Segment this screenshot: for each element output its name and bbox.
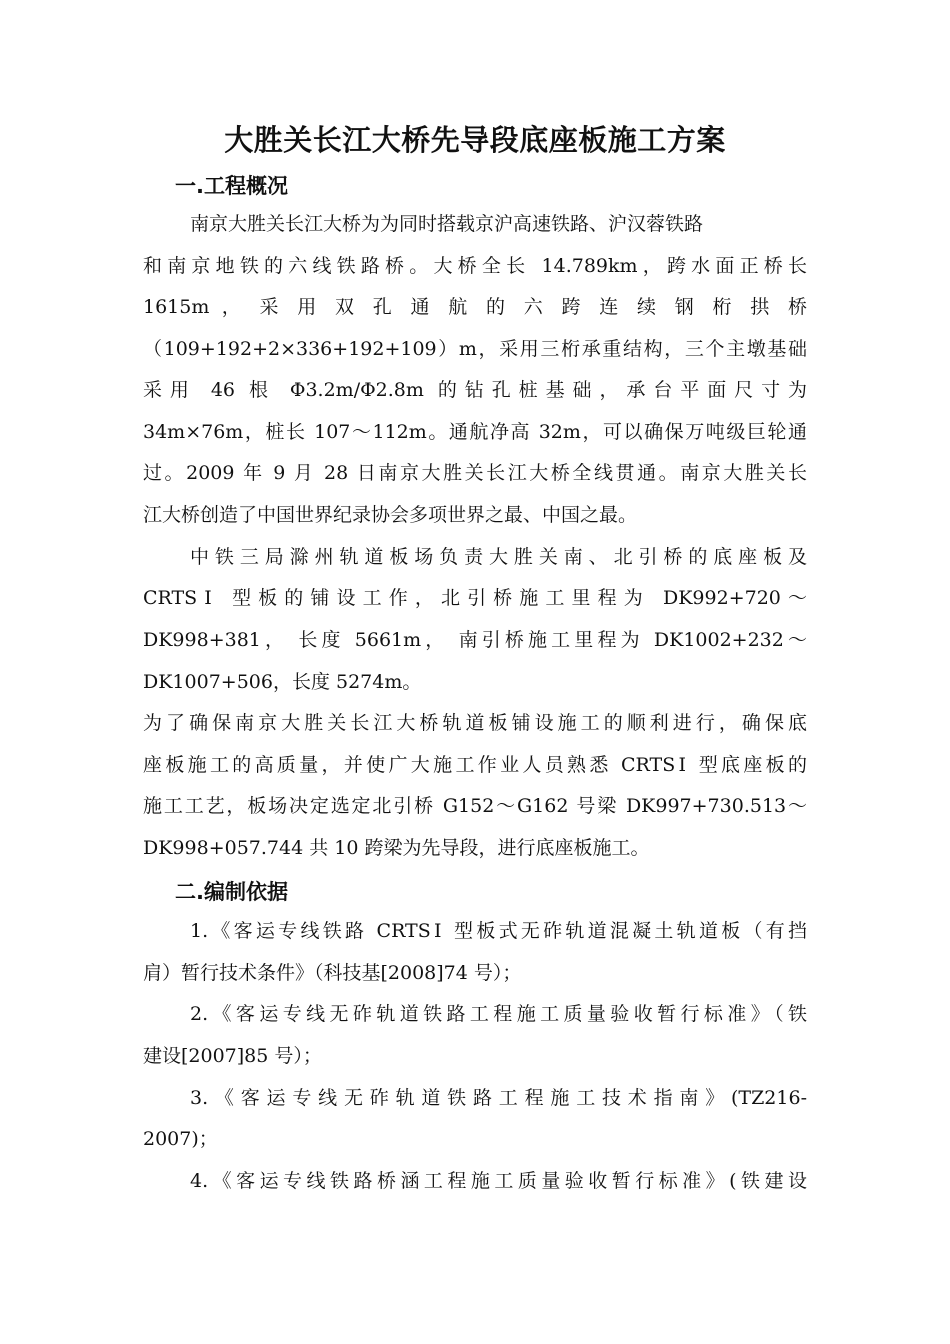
paragraph-line: DK998+381， 长度 5661m， 南引桥施工里程为 DK1002+232～ bbox=[143, 629, 807, 651]
paragraph-line: 34m×76m，桩长 107～112m。通航净高 32m，可以确保万吨级巨轮通 bbox=[143, 421, 807, 443]
paragraph-line: 为了确保南京大胜关长江大桥轨道板铺设施工的顺利进行，确保底 bbox=[143, 712, 807, 734]
reference-item: 2.《客运专线无砟轨道铁路工程施工质量验收暂行标准》（铁 bbox=[190, 1003, 807, 1025]
paragraph-line: CRTSⅠ 型板的铺设工作，北引桥施工里程为 DK992+720～ bbox=[143, 587, 807, 609]
paragraph-line: 采用 46 根 Φ3.2m/Φ2.8m 的钻孔桩基础，承台平面尺寸为 bbox=[143, 379, 807, 401]
paragraph-line: 座板施工的高质量，并使广大施工作业人员熟悉 CRTSⅠ 型底座板的 bbox=[143, 754, 807, 776]
paragraph-line: DK1007+506，长度 5274m。 bbox=[143, 671, 422, 693]
paragraph-line: 南京大胜关长江大桥为为同时搭载京沪高速铁路、沪汉蓉铁路 bbox=[190, 213, 704, 235]
section-heading-overview: 一.工程概况 bbox=[175, 174, 288, 198]
paragraph-line: 施工工艺，板场决定选定北引桥 G152～G162 号梁 DK997+730.513～ bbox=[143, 795, 807, 817]
reference-item-continuation: 建设[2007]85 号）； bbox=[143, 1045, 322, 1067]
section-heading-basis: 二.编制依据 bbox=[175, 880, 288, 904]
reference-item: 4.《客运专线铁路桥涵工程施工质量验收暂行标准》(铁建设 bbox=[190, 1170, 807, 1192]
paragraph-line: DK998+057.744 共 10 跨梁为先导段，进行底座板施工。 bbox=[143, 837, 650, 859]
document-title: 大胜关长江大桥先导段底座板施工方案 bbox=[224, 123, 726, 157]
paragraph-line: 中铁三局滁州轨道板场负责大胜关南、北引桥的底座板及 bbox=[190, 546, 807, 568]
reference-item-continuation: 2007)； bbox=[143, 1128, 218, 1150]
paragraph-line: 过。2009 年 9 月 28 日南京大胜关长江大桥全线贯通。南京大胜关长 bbox=[143, 462, 807, 484]
reference-item: 3.《客运专线无砟轨道铁路工程施工技术指南》(TZ216- bbox=[190, 1087, 807, 1109]
reference-item-continuation: 肩）暂行技术条件》（科技基[2008]74 号）； bbox=[143, 962, 522, 984]
paragraph-line: （109+192+2×336+192+109）m，采用三桁承重结构，三个主墩基础 bbox=[143, 338, 807, 360]
reference-item: 1.《客运专线铁路 CRTSⅠ 型板式无砟轨道混凝土轨道板（有挡 bbox=[190, 920, 807, 942]
paragraph-line: 1615m ， 采 用 双 孔 通 航 的 六 跨 连 续 钢 桁 拱 桥 bbox=[143, 296, 807, 318]
paragraph-line: 和南京地铁的六线铁路桥。大桥全长 14.789km，跨水面正桥长 bbox=[143, 255, 807, 277]
paragraph-line: 江大桥创造了中国世界纪录协会多项世界之最、中国之最。 bbox=[143, 504, 638, 526]
